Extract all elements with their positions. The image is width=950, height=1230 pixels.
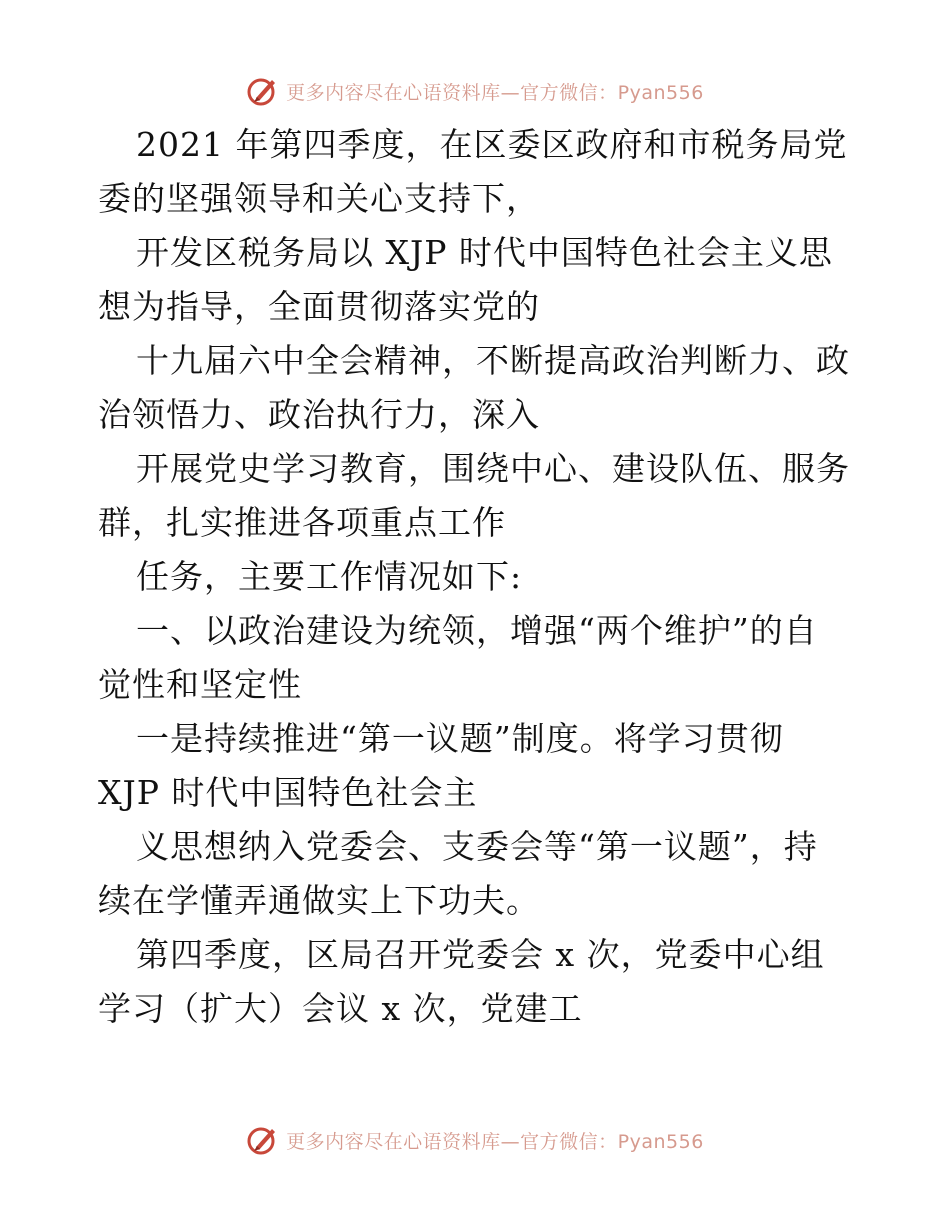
section-heading-continued: 觉性和坚定性 — [98, 665, 302, 704]
paragraph-line: 想为指导，全面贯彻落实党的 — [98, 287, 540, 326]
paragraph-line: 开展党史学习教育，围绕中心、建设队伍、服务 — [136, 449, 850, 488]
paragraph-line: 治领悟力、政治执行力，深入 — [98, 395, 540, 434]
paragraph-line: 十九届六中全会精神，不断提高政治判断力、政 — [136, 341, 850, 380]
quill-logo-icon — [246, 1123, 280, 1157]
watermark-footer — [0, 1120, 950, 1160]
paragraph-line: XJP 时代中国特色社会主 — [98, 773, 478, 812]
paragraph-line: 学习（扩大）会议 x 次，党建工 — [98, 989, 583, 1028]
paragraph-line: 续在学懂弄通做实上下功夫。 — [98, 881, 540, 920]
paragraph-line: 任务，主要工作情况如下: — [136, 557, 523, 596]
quill-logo-icon — [246, 74, 280, 108]
paragraph-line: 开发区税务局以 XJP 时代中国特色社会主义思 — [136, 233, 833, 272]
paragraph-line: 第四季度，区局召开党委会 x 次，党委中心组 — [136, 935, 825, 974]
paragraph-line: 群，扎实推进各项重点工作 — [98, 503, 506, 542]
watermark-text: 更多内容尽在心语资料库—官方微信：Pyan556 — [286, 81, 704, 104]
paragraph-line: 2021 年第四季度，在区委区政府和市税务局党 — [136, 125, 848, 164]
paragraph-line: 一是持续推进“第一议题”制度。将学习贯彻 — [136, 719, 784, 758]
watermark-header — [0, 71, 950, 111]
section-heading: 一、以政治建设为统领，增强“两个维护”的自 — [136, 611, 818, 650]
document-body — [98, 118, 868, 1036]
paragraph-line: 义思想纳入党委会、支委会等“第一议题”，持 — [136, 827, 818, 866]
paragraph-line: 委的坚强领导和关心支持下， — [98, 179, 540, 218]
watermark-text: 更多内容尽在心语资料库—官方微信：Pyan556 — [286, 1130, 704, 1153]
